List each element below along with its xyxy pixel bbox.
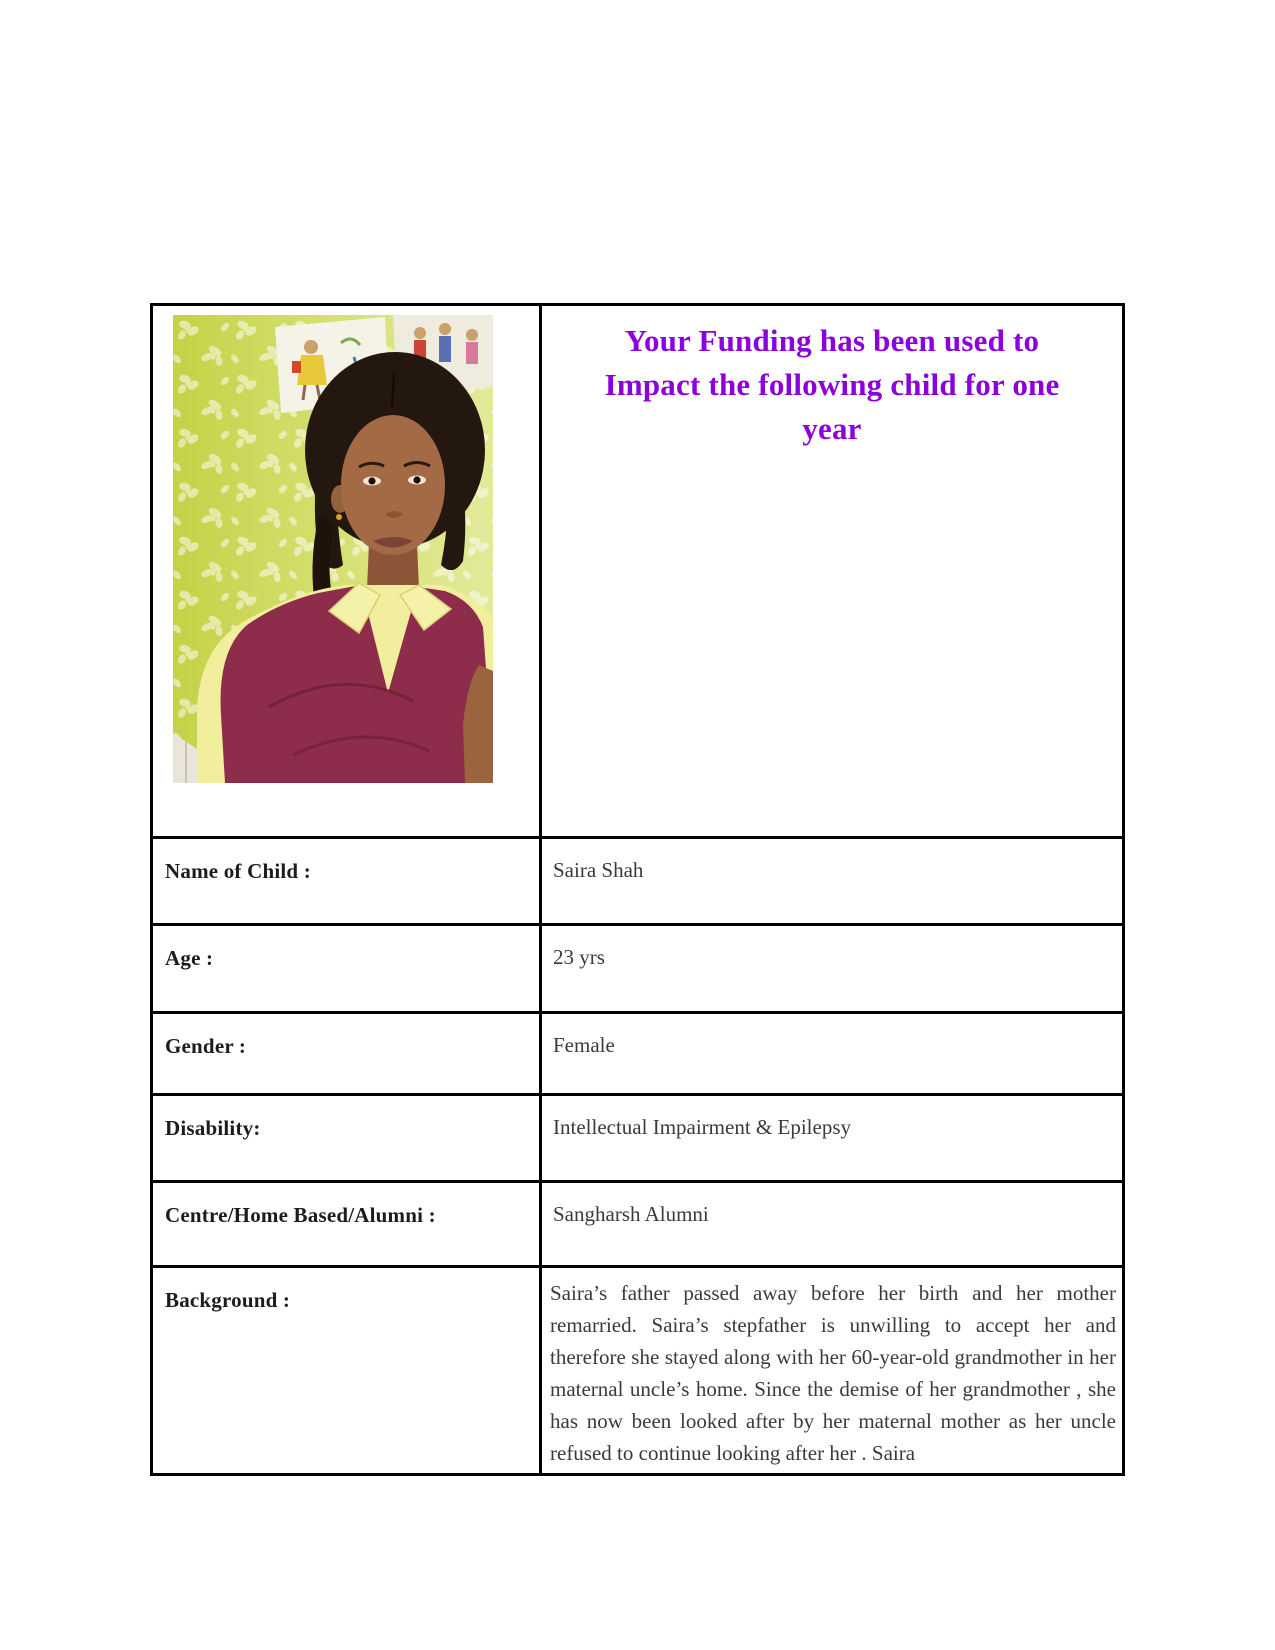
field-value-text: Female <box>553 1033 615 1057</box>
girl-face <box>341 415 445 555</box>
field-label-name-of-child <box>153 836 539 923</box>
field-label-text: Disability: <box>165 1116 261 1140</box>
heading-cell <box>539 306 1122 836</box>
child-portrait-photo <box>173 315 493 783</box>
field-value-text: Sangharsh Alumni <box>553 1202 709 1226</box>
field-value-text: Saira Shah <box>553 858 644 882</box>
funding-heading-line-3: year <box>802 411 862 446</box>
field-label-text: Age : <box>165 946 214 970</box>
field-value-text: Intellectual Impairment & Epilepsy <box>553 1115 851 1139</box>
girl-earring <box>336 514 342 520</box>
field-label-text: Background : <box>165 1288 291 1312</box>
field-value-gender <box>539 1011 1122 1093</box>
field-label-text: Name of Child : <box>165 859 311 883</box>
funding-heading-line-1: Your Funding has been used to <box>624 323 1040 358</box>
field-label-gender <box>153 1011 539 1093</box>
field-label-disability <box>153 1093 539 1180</box>
field-label-text: Centre/Home Based/Alumni : <box>165 1203 436 1227</box>
field-value-age <box>539 923 1122 1011</box>
child-report-table <box>150 303 1125 1476</box>
field-value-background <box>539 1265 1122 1473</box>
funding-heading <box>548 319 1116 451</box>
funding-heading-line-2: Impact the following child for one <box>604 367 1060 402</box>
field-value-name-of-child <box>539 836 1122 923</box>
field-label-age <box>153 923 539 1011</box>
field-label-background <box>153 1265 539 1473</box>
field-label-text: Gender : <box>165 1034 247 1058</box>
field-value-text: 23 yrs <box>553 945 605 969</box>
photo-cell <box>153 306 539 836</box>
field-value-disability <box>539 1093 1122 1180</box>
background-paragraph: Saira’s father passed away before her birth and her mother remarried. Saira’s stepfather is unwilling to accept her and therefore she stayed along with her 60-year-old grandmother in her maternal uncle’s home. Since the demise of her grandmother , she has now been looked after by her maternal mother as her uncle refused to continue looking after her . Saira <box>550 1281 1116 1465</box>
field-label-centre-home-based-alumni <box>153 1180 539 1265</box>
field-value-centre-home-based-alumni <box>539 1180 1122 1265</box>
